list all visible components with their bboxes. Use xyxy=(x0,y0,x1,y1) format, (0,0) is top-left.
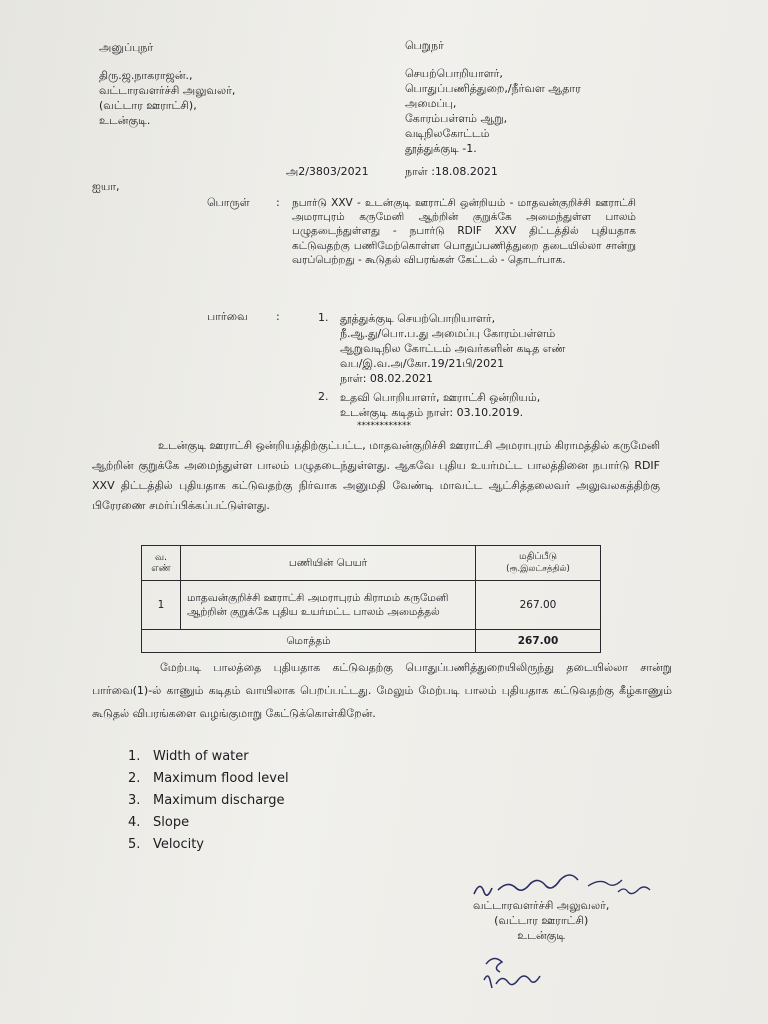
reference-number: அ2/3803/2021 xyxy=(286,165,369,178)
table-header-row xyxy=(142,546,601,581)
to-heading: பெறுநர் xyxy=(405,39,444,52)
body-paragraph-2-text: மேற்படி பாலத்தை புதியதாக கட்டுவதற்கு பொதுப்பணித்துறையிலிருந்து தடையில்லா சான்று பார்வை(1)-ல் காணும் கடிதம் வாயிலாக பெறப்பட்டது. மேலும் மேற்படி பாலம் புதியதாக கட்டுவதற்கு கீழ்காணும் கூடுதல் விபரங்களை வழங்குமாறு கேட்டுக்கொள்கிறேன். xyxy=(92,661,672,720)
table-row xyxy=(142,581,601,630)
to-line: தூத்துக்குடி -1. xyxy=(405,142,477,155)
table-total-value: 267.00 xyxy=(476,630,601,653)
subject-label: பொருள் xyxy=(207,196,250,209)
reference-item-number: 1. xyxy=(318,311,329,324)
to-line: கோரம்பள்ளம் ஆறு, xyxy=(405,112,508,125)
signatory-title: வட்டாரவளர்ச்சி அலுவலர், xyxy=(473,899,610,912)
reference-colon: : xyxy=(276,310,280,323)
body-paragraph-1 xyxy=(92,436,660,516)
subject-text: நபார்டு XXV - உடன்குடி ஊராட்சி ஒன்றியம் - மாதவன்குறிச்சி ஊராட்சி அமராபுரம் கருமேனி ஆற்றின் குறுக்கே அமைந்துள்ள பாலம் பழுதடைந்துள்ளது - நபார்டு RDIF XXV திட்டத்தில் புதியதாக கட்டுவதற்கு பணிமேற்கொள்ள பொதுப்பணித்துறை தடையில்லா சான்று வரப்பெற்றது - கூடுதல் விபரங்கள் கேட்டல் - தொடர்பாக. xyxy=(292,197,636,266)
table-header-value xyxy=(476,546,601,581)
reference-label: பார்வை xyxy=(207,310,248,323)
table-cell-sno: 1 xyxy=(142,581,181,630)
to-line: வடிநிலகோட்டம் xyxy=(405,127,490,140)
signatory-office: (வட்டார ஊராட்சி) xyxy=(494,914,589,927)
body-paragraph-1-text: உடன்குடி ஊராட்சி ஒன்றியத்திற்குட்பட்ட, மாதவன்குறிச்சி ஊராட்சி அமராபுரம் கிராமத்தில் கருமேனி ஆற்றின் குறுக்கே அமைந்துள்ள பாலம் பழுதடைந்துள்ளது. ஆகவே புதிய உயர்மட்ட பாலத்தினை நபார்டு RDIF XXV திட்டத்தில் புதியதாக கட்டுவதற்கு நிர்வாக அனுமதி வேண்டி மாவட்ட ஆட்சித்தலைவர் அலுவலகத்திற்கு பிரேரணை சமர்ப்பிக்கப்பட்டுள்ளது. xyxy=(92,439,660,512)
table-cell-name: மாதவன்குறிச்சி ஊராட்சி அமராபுரம் கிராமம் கருமேனி ஆற்றின் குறுக்கே புதிய உயர்மட்ட பாலம் அமைத்தல் xyxy=(181,581,476,630)
to-line: அமைப்பு, xyxy=(405,97,457,110)
reference-line: நாள்: 08.02.2021 xyxy=(340,372,433,385)
reference-line: உதவி பொறியாளர், ஊராட்சி ஒன்றியம், xyxy=(340,391,541,404)
reference-line: வப/இ.வ.அ/கோ.19/21பி/2021 xyxy=(340,357,505,370)
reference-divider: ************ xyxy=(357,421,411,431)
table-total-label: மொத்தம் xyxy=(142,630,476,653)
to-line: பொதுப்பணித்துறை,/நீர்வள ஆதார xyxy=(405,82,581,95)
from-block xyxy=(99,40,235,128)
list-item: 5. Velocity xyxy=(128,837,204,852)
to-block xyxy=(405,38,581,156)
from-line: உடன்குடி. xyxy=(99,114,151,127)
list-item: 1. Width of water xyxy=(128,749,249,764)
work-table xyxy=(141,545,601,653)
reference-line: ஆறுவடிநில கோட்டம் அவர்களின் கடித எண் xyxy=(340,342,566,355)
table-cell-value: 267.00 xyxy=(476,581,601,630)
list-item: 4. Slope xyxy=(128,815,190,830)
reference-item xyxy=(340,311,565,386)
table-total-row xyxy=(142,630,601,653)
from-heading: அனுப்புநர் xyxy=(99,41,154,54)
reference-line: உடன்குடி கடிதம் நாள்: 03.10.2019. xyxy=(340,406,524,419)
table-header-sno: வ. எண் xyxy=(142,546,181,581)
signatory-block xyxy=(473,898,609,943)
list-item: 3. Maximum discharge xyxy=(128,793,285,808)
handwritten-initials xyxy=(478,950,558,994)
signatory-place: உடன்குடி xyxy=(517,929,566,942)
reference-line: தூத்துக்குடி செயற்பொறியாளர், xyxy=(340,312,496,325)
from-line: வட்டாரவளர்ச்சி அலுவலர், xyxy=(99,84,236,97)
subject-colon: : xyxy=(276,196,280,209)
from-line: (வட்டார ஊராட்சி), xyxy=(99,99,197,112)
reference-line: நீ.ஆ.து/பொ.ப.து அமைப்பு கோரம்பள்ளம் xyxy=(340,327,556,340)
body-paragraph-2 xyxy=(92,656,672,725)
table-header-value-label: மதிப்பீடு xyxy=(518,551,558,562)
letter-date: நாள் :18.08.2021 xyxy=(405,165,498,178)
to-line: செயற்பொறியாளர், xyxy=(405,67,503,80)
table-header-unit: (ரூ.இலட்சத்தில்) xyxy=(506,564,570,574)
details-list xyxy=(128,746,289,856)
from-line: திரு.ஜ.நாகராஜன்., xyxy=(99,69,193,82)
list-item: 2. Maximum flood level xyxy=(128,771,289,786)
table-header-name: பணியின் பெயர் xyxy=(181,546,476,581)
reference-item xyxy=(340,390,540,420)
reference-item-number: 2. xyxy=(318,390,329,403)
salutation: ஐயா, xyxy=(92,180,120,193)
